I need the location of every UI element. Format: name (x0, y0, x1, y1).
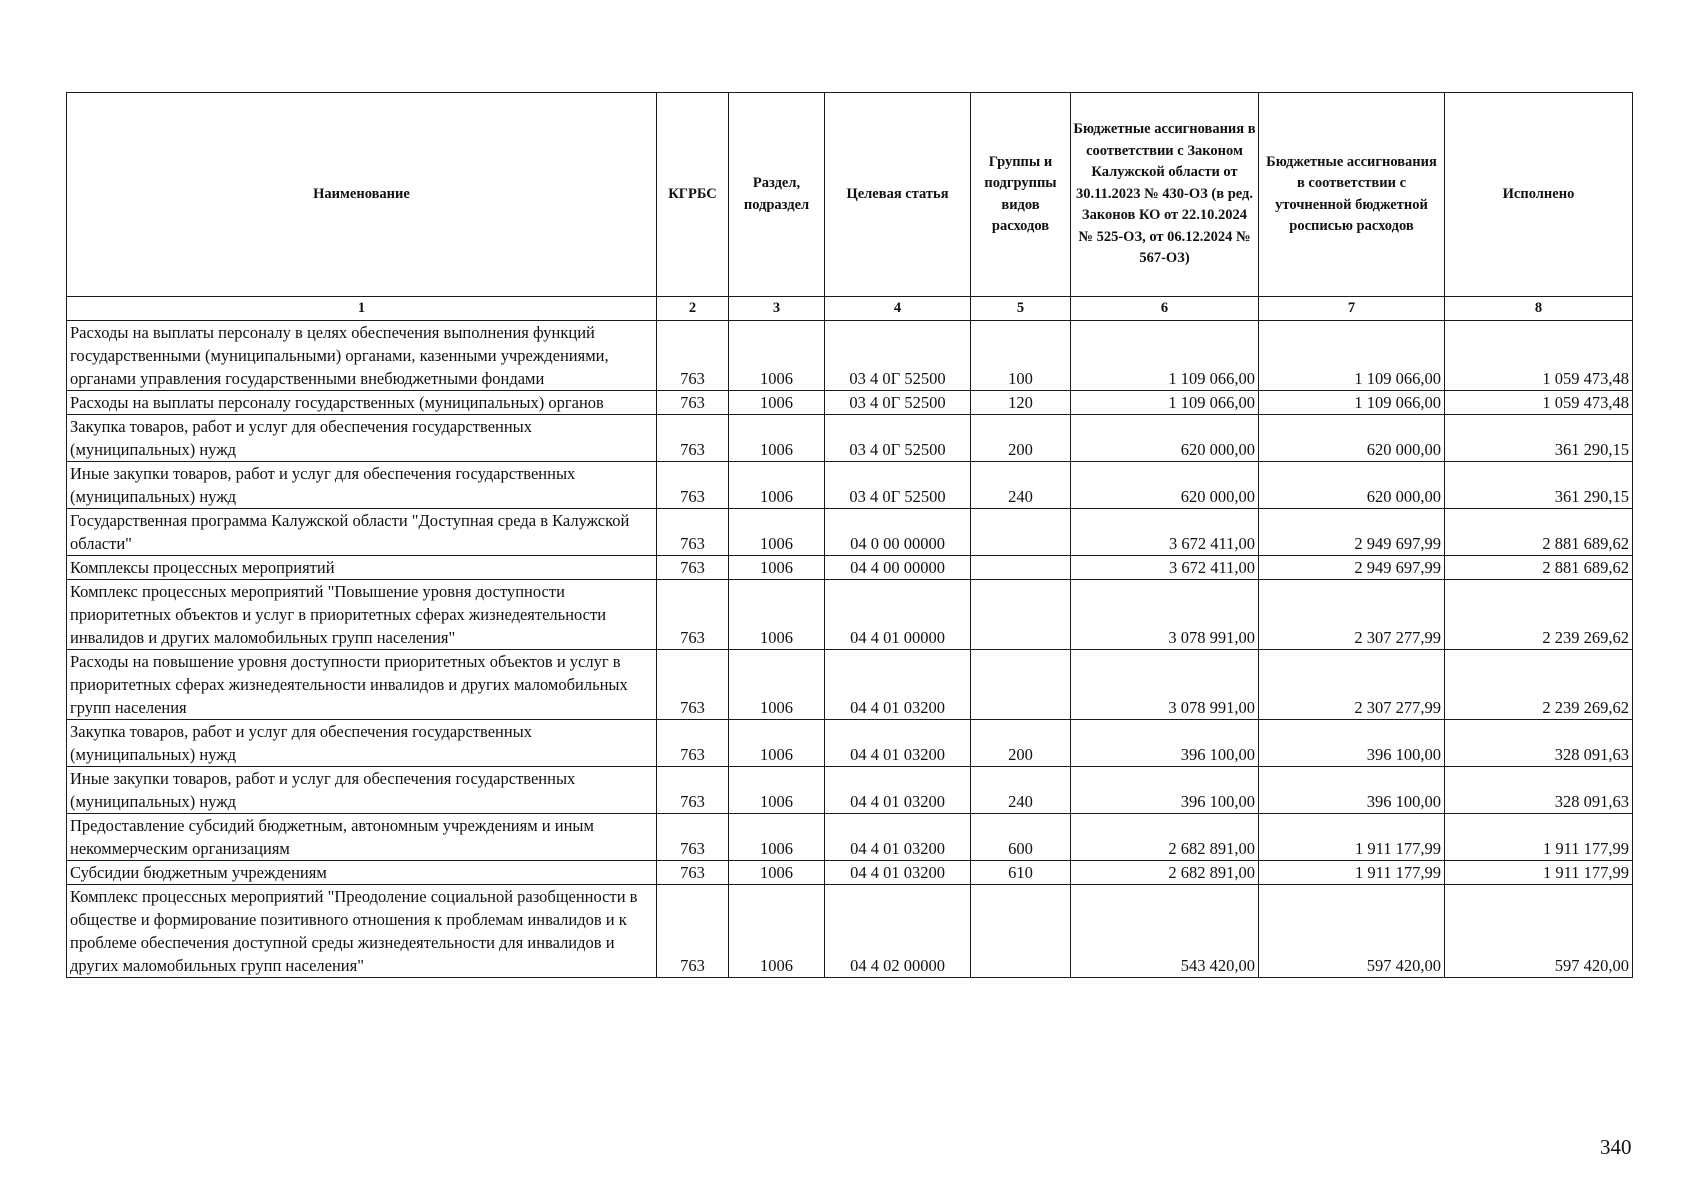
cell-refined-appropriation: 2 307 277,99 (1259, 650, 1445, 720)
cell-refined-appropriation: 1 109 066,00 (1259, 321, 1445, 391)
cell-refined-appropriation: 620 000,00 (1259, 415, 1445, 462)
column-number: 7 (1259, 297, 1445, 321)
cell-law-appropriation: 1 109 066,00 (1071, 391, 1259, 415)
cell-expense-group: 100 (971, 321, 1071, 391)
header-target-article: Целевая статья (825, 93, 971, 297)
header-refined-appropriations: Бюджетные ассигнования в соответствии с уточненной бюджетной росписью расходов (1259, 93, 1445, 297)
column-number: 2 (657, 297, 729, 321)
header-section: Раздел, подраздел (729, 93, 825, 297)
cell-expense-group (971, 556, 1071, 580)
cell-kgrbs: 763 (657, 650, 729, 720)
cell-refined-appropriation: 2 949 697,99 (1259, 556, 1445, 580)
cell-section: 1006 (729, 415, 825, 462)
cell-expense-group: 600 (971, 814, 1071, 861)
table-row (67, 885, 1633, 978)
cell-law-appropriation: 543 420,00 (1071, 885, 1259, 978)
cell-executed: 1 911 177,99 (1445, 861, 1633, 885)
cell-section: 1006 (729, 462, 825, 509)
cell-kgrbs: 763 (657, 509, 729, 556)
cell-expense-group: 200 (971, 415, 1071, 462)
cell-target-article: 04 0 00 00000 (825, 509, 971, 556)
cell-law-appropriation: 2 682 891,00 (1071, 861, 1259, 885)
cell-executed: 2 881 689,62 (1445, 509, 1633, 556)
cell-kgrbs: 763 (657, 885, 729, 978)
cell-executed: 1 911 177,99 (1445, 814, 1633, 861)
cell-refined-appropriation: 1 911 177,99 (1259, 861, 1445, 885)
cell-refined-appropriation: 2 307 277,99 (1259, 580, 1445, 650)
column-number-row (67, 297, 1633, 321)
cell-executed: 328 091,63 (1445, 767, 1633, 814)
table-row (67, 767, 1633, 814)
header-law-appropriations: Бюджетные ассигнования в соответствии с Законом Калужской области от 30.11.2023 № 430-ОЗ (в ред. Законов КО от 22.10.2024 № 525-ОЗ, от 06.12.2024 № 567-ОЗ) (1071, 93, 1259, 297)
cell-section: 1006 (729, 650, 825, 720)
cell-law-appropriation: 2 682 891,00 (1071, 814, 1259, 861)
cell-expense-group: 610 (971, 861, 1071, 885)
column-number: 4 (825, 297, 971, 321)
table-row (67, 556, 1633, 580)
cell-executed: 2 881 689,62 (1445, 556, 1633, 580)
cell-expense-group: 200 (971, 720, 1071, 767)
cell-expense-group (971, 885, 1071, 978)
header-row (67, 93, 1633, 297)
table-row (67, 321, 1633, 391)
cell-kgrbs: 763 (657, 415, 729, 462)
cell-section: 1006 (729, 391, 825, 415)
column-number: 1 (67, 297, 657, 321)
cell-name: Иные закупки товаров, работ и услуг для обеспечения государственных (муниципальных) нужд (67, 767, 657, 814)
cell-law-appropriation: 3 078 991,00 (1071, 580, 1259, 650)
table-row (67, 509, 1633, 556)
cell-law-appropriation: 3 672 411,00 (1071, 556, 1259, 580)
cell-expense-group (971, 580, 1071, 650)
cell-executed: 2 239 269,62 (1445, 650, 1633, 720)
cell-kgrbs: 763 (657, 462, 729, 509)
cell-name: Комплексы процессных мероприятий (67, 556, 657, 580)
cell-law-appropriation: 1 109 066,00 (1071, 321, 1259, 391)
cell-kgrbs: 763 (657, 861, 729, 885)
cell-kgrbs: 763 (657, 321, 729, 391)
cell-target-article: 03 4 0Г 52500 (825, 462, 971, 509)
table-body (67, 321, 1633, 978)
cell-section: 1006 (729, 814, 825, 861)
cell-target-article: 04 4 01 03200 (825, 861, 971, 885)
cell-expense-group: 240 (971, 462, 1071, 509)
cell-kgrbs: 763 (657, 767, 729, 814)
cell-name: Субсидии бюджетным учреждениям (67, 861, 657, 885)
column-number: 5 (971, 297, 1071, 321)
cell-executed: 1 059 473,48 (1445, 321, 1633, 391)
header-expense-groups: Группы и подгруппы видов расходов (971, 93, 1071, 297)
cell-target-article: 04 4 02 00000 (825, 885, 971, 978)
cell-law-appropriation: 620 000,00 (1071, 415, 1259, 462)
cell-name: Расходы на выплаты персоналу государственных (муниципальных) органов (67, 391, 657, 415)
cell-section: 1006 (729, 720, 825, 767)
column-number: 6 (1071, 297, 1259, 321)
cell-refined-appropriation: 396 100,00 (1259, 720, 1445, 767)
cell-kgrbs: 763 (657, 556, 729, 580)
cell-law-appropriation: 396 100,00 (1071, 720, 1259, 767)
cell-kgrbs: 763 (657, 580, 729, 650)
cell-expense-group (971, 650, 1071, 720)
cell-name: Иные закупки товаров, работ и услуг для обеспечения государственных (муниципальных) нужд (67, 462, 657, 509)
column-number: 8 (1445, 297, 1633, 321)
cell-name: Расходы на выплаты персоналу в целях обеспечения выполнения функций государственными (муниципальными) органами, казенными учреждениями, органами управления государственными внебюджетными фондами (67, 321, 657, 391)
table-header (67, 93, 1633, 321)
table-row (67, 391, 1633, 415)
page-number: 340 (1600, 1135, 1632, 1159)
cell-target-article: 04 4 01 03200 (825, 650, 971, 720)
table-row (67, 861, 1633, 885)
cell-executed: 328 091,63 (1445, 720, 1633, 767)
table-row (67, 720, 1633, 767)
cell-name: Расходы на повышение уровня доступности приоритетных объектов и услуг в приоритетных сферах жизнедеятельности инвалидов и других маломобильных групп населения (67, 650, 657, 720)
header-kgrbs: КГРБС (657, 93, 729, 297)
cell-section: 1006 (729, 885, 825, 978)
table-row (67, 580, 1633, 650)
table-row (67, 462, 1633, 509)
cell-kgrbs: 763 (657, 391, 729, 415)
cell-law-appropriation: 620 000,00 (1071, 462, 1259, 509)
budget-table (66, 92, 1633, 978)
table-row (67, 814, 1633, 861)
cell-refined-appropriation: 1 109 066,00 (1259, 391, 1445, 415)
cell-executed: 2 239 269,62 (1445, 580, 1633, 650)
cell-target-article: 03 4 0Г 52500 (825, 391, 971, 415)
table-row (67, 650, 1633, 720)
cell-target-article: 04 4 00 00000 (825, 556, 971, 580)
cell-refined-appropriation: 597 420,00 (1259, 885, 1445, 978)
cell-name: Закупка товаров, работ и услуг для обеспечения государственных (муниципальных) нужд (67, 415, 657, 462)
cell-name: Комплекс процессных мероприятий "Преодоление социальной разобщенности в обществе и формирование позитивного отношения к проблемам инвалидов и к проблеме обеспечения доступной среды жизнедеятельности для инвалидов и других маломобильных групп населения" (67, 885, 657, 978)
cell-law-appropriation: 396 100,00 (1071, 767, 1259, 814)
cell-section: 1006 (729, 861, 825, 885)
cell-section: 1006 (729, 321, 825, 391)
cell-target-article: 03 4 0Г 52500 (825, 321, 971, 391)
cell-refined-appropriation: 1 911 177,99 (1259, 814, 1445, 861)
cell-target-article: 03 4 0Г 52500 (825, 415, 971, 462)
cell-section: 1006 (729, 580, 825, 650)
cell-kgrbs: 763 (657, 720, 729, 767)
cell-kgrbs: 763 (657, 814, 729, 861)
header-name: Наименование (67, 93, 657, 297)
cell-law-appropriation: 3 672 411,00 (1071, 509, 1259, 556)
cell-expense-group (971, 509, 1071, 556)
cell-section: 1006 (729, 509, 825, 556)
cell-target-article: 04 4 01 03200 (825, 720, 971, 767)
cell-refined-appropriation: 620 000,00 (1259, 462, 1445, 509)
cell-target-article: 04 4 01 00000 (825, 580, 971, 650)
column-number: 3 (729, 297, 825, 321)
cell-section: 1006 (729, 767, 825, 814)
cell-executed: 361 290,15 (1445, 462, 1633, 509)
cell-name: Комплекс процессных мероприятий "Повышение уровня доступности приоритетных объектов и услуг в приоритетных сферах жизнедеятельности инвалидов и других маломобильных групп населения" (67, 580, 657, 650)
cell-expense-group: 120 (971, 391, 1071, 415)
table-row (67, 415, 1633, 462)
cell-executed: 597 420,00 (1445, 885, 1633, 978)
cell-name: Предоставление субсидий бюджетным, автономным учреждениям и иным некоммерческим организациям (67, 814, 657, 861)
cell-refined-appropriation: 396 100,00 (1259, 767, 1445, 814)
cell-name: Закупка товаров, работ и услуг для обеспечения государственных (муниципальных) нужд (67, 720, 657, 767)
cell-executed: 1 059 473,48 (1445, 391, 1633, 415)
cell-refined-appropriation: 2 949 697,99 (1259, 509, 1445, 556)
cell-executed: 361 290,15 (1445, 415, 1633, 462)
cell-expense-group: 240 (971, 767, 1071, 814)
cell-section: 1006 (729, 556, 825, 580)
cell-target-article: 04 4 01 03200 (825, 814, 971, 861)
cell-target-article: 04 4 01 03200 (825, 767, 971, 814)
cell-law-appropriation: 3 078 991,00 (1071, 650, 1259, 720)
cell-name: Государственная программа Калужской области "Доступная среда в Калужской области" (67, 509, 657, 556)
header-executed: Исполнено (1445, 93, 1633, 297)
